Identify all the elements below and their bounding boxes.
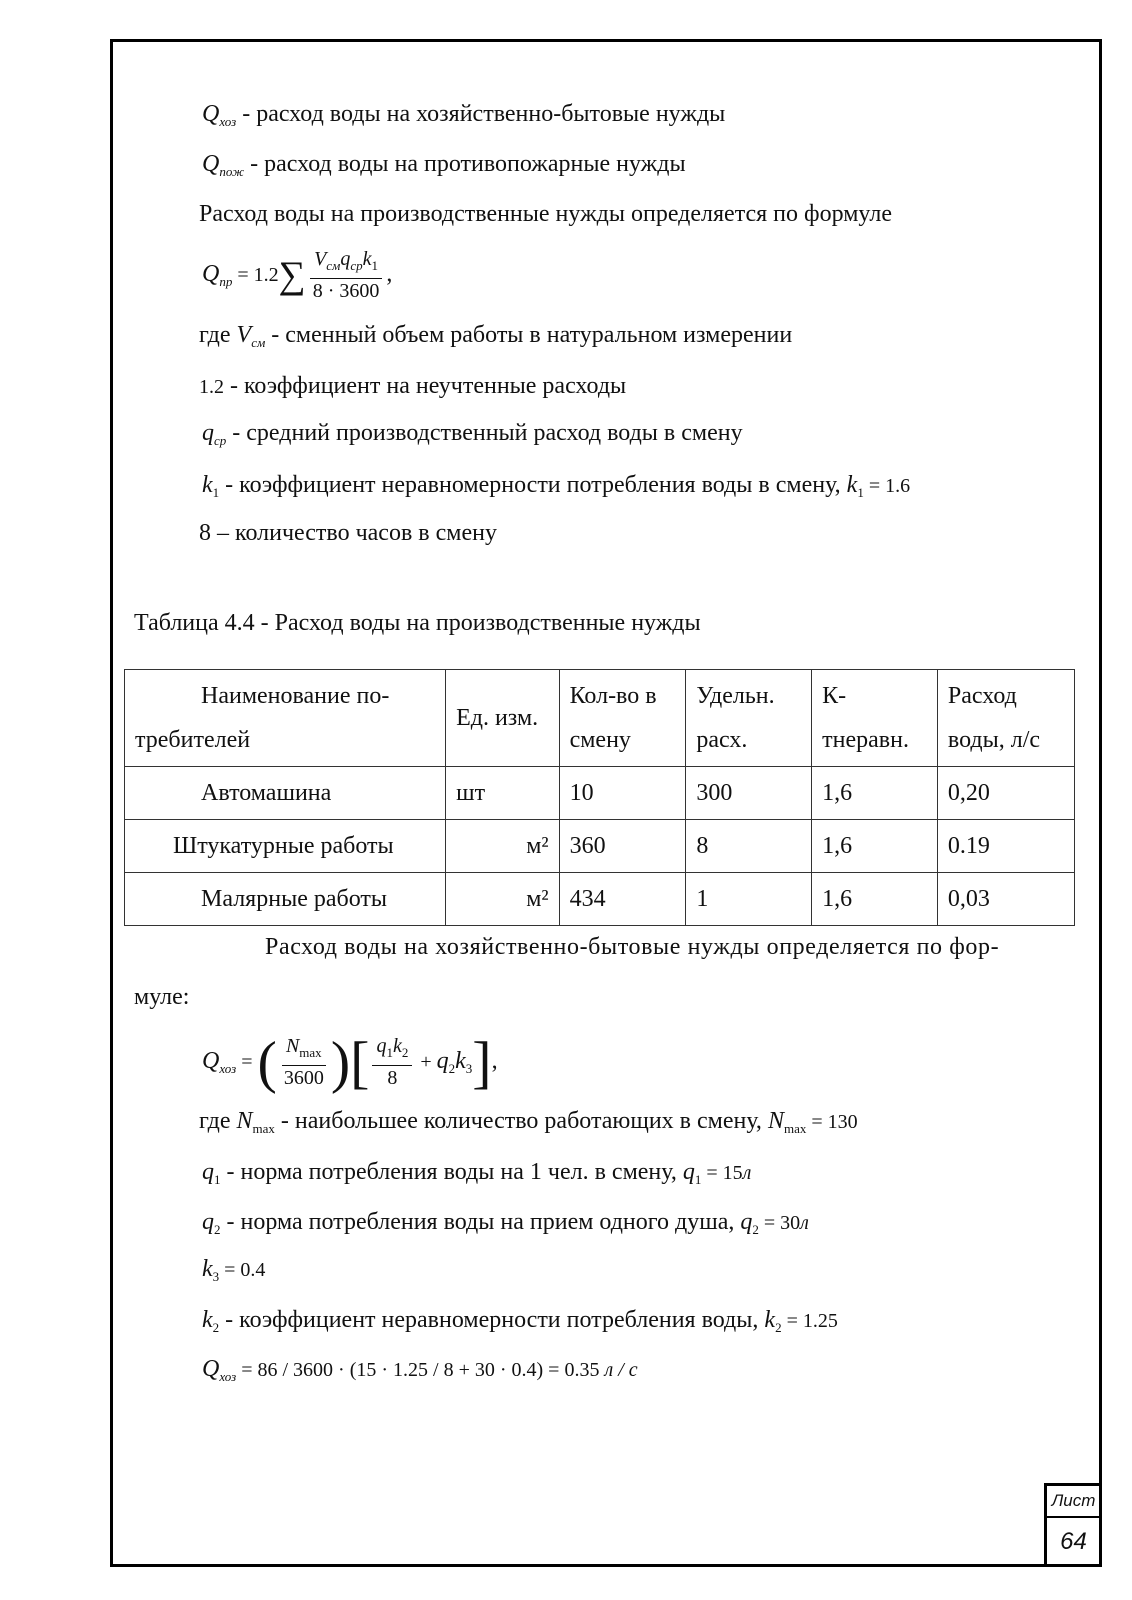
header-cell: Ед. изм. (446, 670, 560, 767)
sheet-label: Лист (1047, 1486, 1100, 1518)
result-q-hoz: $Q_{хоз} = 86 / 3600 \cdot (15 \cdot 1.25 / 8 + 30 \cdot 0.4) = 0.35$ л / с (202, 1356, 638, 1384)
def-q-hoz (202, 99, 725, 137)
def-q-pozh (202, 149, 686, 187)
sum-sign: ∑ (278, 254, 306, 297)
table-row: Малярные работы м² 434 1 1,6 0,03 (125, 873, 1075, 926)
header-cell: Удельн. расх. (686, 670, 812, 767)
text: - расход воды на хозяйственно-бытовые нужды (236, 101, 726, 127)
def-v-sm: где $V_{см}$ - сменный объем работы в натуральном измерении (199, 322, 793, 350)
table-row: Штукатурные работы м² 360 8 1,6 0.19 (125, 820, 1075, 873)
symbol: Q (202, 151, 220, 177)
subscript: пр (219, 274, 233, 289)
symbol: Q (202, 101, 220, 127)
header-cell: Расход воды, л/с (937, 670, 1074, 767)
symbol: Q (202, 261, 220, 287)
table-header-row (125, 670, 1075, 767)
table-caption: Таблица 4.4 - Расход воды на производственные нужды (134, 610, 701, 636)
def-1-2: 1.2 - коэффициент на неучтенные расходы (199, 373, 627, 399)
def-k3: $k_3 = 0.4$ (202, 1256, 266, 1284)
paragraph-household-end: муле: (134, 984, 190, 1010)
sheet-stamp (1044, 1483, 1100, 1567)
subscript: хоз (219, 114, 237, 129)
formula-q-hoz: $Q_{хоз}$ = ( $\frac{N_{max}}{3600}$ )[ $\frac{q_1k_2}{8}$ + $q_2k_3$], (202, 1029, 498, 1095)
subscript: пож (219, 164, 245, 179)
def-k1: $k_1$ - коэффициент неравномерности потребления воды в смену, $k_1 = 1.6$ (202, 472, 911, 500)
paragraph-production: Расход воды на производственные нужды определяется по формуле (199, 201, 892, 227)
fraction: $\frac{V_{см}q_{ср}k_1}{8 \cdot 3600}$ (309, 247, 384, 303)
header-cell: Кол-во в смену (559, 670, 686, 767)
def-q1: $q_1$ - норма потребления воды на 1 чел. в смену, $q_1 = 15л$ (202, 1159, 752, 1187)
def-n-max: где $N_{max}$ - наибольшее количество работающих в смену, $N_{max} = 130$ (199, 1108, 858, 1136)
def-q2: $q_2$ - норма потребления воды на прием одного душа, $q_2 = 30л$ (202, 1209, 809, 1237)
table-row: Автомашина шт 10 300 1,6 0,20 (125, 767, 1075, 820)
water-table (124, 669, 1075, 926)
header-cell: Наименование по- требителей (125, 670, 446, 767)
text: - расход воды на противопожарные нужды (244, 151, 686, 177)
equals: = 1.2 (232, 264, 279, 286)
def-8: 8 – количество часов в смену (199, 520, 497, 546)
formula-q-pr: $Q_{пр} = 1.2\sum$ $\frac{V_{см}q_{ср}k_1}{8 \cdot 3600}$ , (202, 248, 393, 303)
header-cell: К- тнеравн. (812, 670, 938, 767)
sheet-number: 64 (1060, 1528, 1087, 1555)
def-q-sr: $q_{ср}$ - средний производственный расход воды в смену (202, 420, 743, 448)
paragraph-household: Расход воды на хозяйственно-бытовые нужды определяется по фор- (265, 934, 1000, 960)
def-k2: $k_2$ - коэффициент неравномерности потребления воды, $k_2 = 1.25$ (202, 1307, 838, 1335)
